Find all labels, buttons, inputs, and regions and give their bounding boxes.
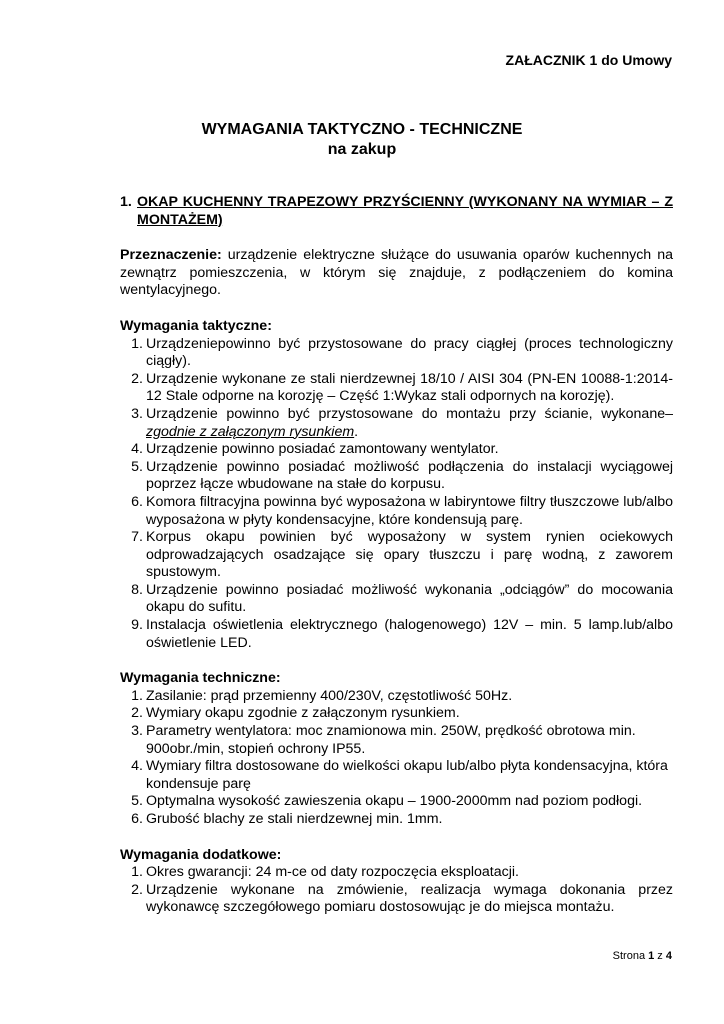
list-item	[120, 882, 673, 917]
list-item-main: Parametry wentylatora: moc znamionowa min. 250W, prędkość obrotowa min. 900obr./min, stopień ochrony IP55.	[146, 723, 636, 757]
list-item-main: Grubość blachy ze stali nierdzewnej min. 1mm.	[146, 811, 443, 827]
list-item-text	[146, 811, 673, 829]
list-item-main: Zasilanie: prąd przemienny 400/230V, częstotliwość 50Hz.	[146, 687, 513, 704]
section-1	[120, 194, 673, 917]
document-title	[0, 120, 724, 160]
purpose-paragraph	[120, 247, 673, 300]
list-item-main: Wymiary filtra dostosowane do wielkości okapu lub/albo płyta kondensacyjna, która kondensuje parę	[146, 758, 668, 792]
list-item	[120, 864, 673, 882]
list-item	[120, 371, 673, 406]
list-item-text	[146, 723, 673, 758]
list-item-text	[146, 864, 673, 882]
list-item-text	[146, 882, 673, 917]
page-total: 4	[665, 950, 672, 962]
list-item-number: 5.	[131, 458, 143, 475]
purpose-label: Przeznaczenie:	[120, 247, 222, 264]
list-item-number: 4.	[131, 758, 143, 775]
list-item	[120, 758, 673, 793]
list-item-text	[146, 617, 673, 652]
annex-label: ZAŁACZNIK 1 do Umowy	[505, 52, 672, 68]
list-item-number: 6.	[131, 811, 143, 827]
list-item	[120, 406, 673, 441]
list-item-number: 9.	[131, 617, 143, 634]
list-item-main: Urządzenie wykonane na zmówienie, realizacja wymaga dokonania przez wykonawcę szczegółowego pomiaru dostosowując je do miejsca montażu.	[146, 881, 673, 916]
section-number: 1.	[120, 194, 132, 210]
list-item	[120, 705, 673, 723]
list-item-text	[146, 705, 673, 723]
list-item-main: Okres gwarancji: 24 m-ce od daty rozpoczęcia eksploatacji.	[146, 864, 519, 881]
list-item-number: 1.	[131, 864, 143, 881]
tactical-list	[120, 336, 673, 653]
list-item-tail: .	[354, 423, 359, 440]
list-item-number: 7.	[131, 529, 143, 546]
title-line-2: na zakup	[327, 141, 397, 158]
list-item	[120, 723, 673, 758]
list-item	[120, 336, 673, 371]
purpose-text: urządzenie elektryczne służące do usuwania oparów kuchennych na zewnątrz pomieszczenia, w którym się znajduje, z podłączeniem do komina wentylacyjnego.	[120, 247, 673, 299]
list-item-main: Urządzenie wykonane ze stali nierdzewnej 18/10 / AISI 304 (PN-EN 10088-1:2014-12 Stale odporne na korozję – Część 1:Wykaz stali odpornych na korozję).	[146, 370, 673, 405]
list-item-main: Wymiary okapu zgodnie z załączonym rysunkiem.	[146, 705, 460, 722]
list-item-text	[146, 459, 673, 494]
list-item-main: Urządzeniepowinno być przystosowane do pracy ciągłej (proces technologiczny ciągły).	[146, 335, 673, 370]
list-item-number: 2.	[131, 370, 143, 387]
list-item-text	[146, 336, 673, 371]
list-item	[120, 793, 673, 811]
list-item	[120, 459, 673, 494]
list-item-text	[146, 582, 673, 617]
list-item-text	[146, 441, 673, 459]
list-item	[120, 529, 673, 582]
list-item-text	[146, 371, 673, 406]
additional-title: Wymagania dodatkowe:	[120, 846, 282, 863]
page-current: 1	[648, 950, 655, 962]
list-item-number: 1.	[131, 335, 143, 352]
list-item	[120, 441, 673, 459]
list-item-main: Urządzenie powinno posiadać zamontowany wentylator.	[146, 441, 499, 458]
list-item-number: 8.	[131, 581, 143, 598]
technical-list	[120, 688, 673, 829]
list-item-number: 5.	[131, 793, 143, 810]
list-item-text	[146, 758, 673, 793]
list-item-text	[146, 494, 673, 529]
page-number	[613, 950, 672, 962]
list-item	[120, 582, 673, 617]
list-item	[120, 688, 673, 706]
title-line-1: WYMAGANIA TAKTYCZNO - TECHNICZNE	[201, 121, 523, 138]
section-heading-text: OKAP KUCHENNY TRAPEZOWY PRZYŚCIENNY (WYKONANY NA WYMIAR – Z MONTAŻEM)	[137, 194, 673, 228]
list-item-text	[146, 793, 673, 811]
technical-title: Wymagania techniczne:	[120, 670, 281, 687]
list-item-number: 6.	[131, 493, 143, 510]
list-item-main: Komora filtracyjna powinna być wyposażona w labiryntowe filtry tłuszczowe lub/albo wyposażona w płyty kondensacyjne, które kondensują parę.	[146, 493, 673, 528]
section-heading	[120, 194, 673, 229]
list-item-main: Urządzenie powinno posiadać możliwość wykonania „odciągów” do mocowania okapu do sufitu.	[146, 581, 673, 616]
list-item-number: 2.	[131, 881, 143, 898]
list-item-number: 2.	[131, 705, 143, 722]
list-item-number: 1.	[131, 687, 143, 704]
list-item-number: 3.	[131, 405, 143, 422]
list-item-main: Instalacja oświetlenia elektrycznego (halogenowego) 12V – min. 5 lamp.lub/albo oświetlenie LED.	[146, 617, 673, 651]
list-item-main: Korpus okapu powinien być wyposażony w system rynien ociekowych odprowadzających osadzające się opary tłuszczu i parę wodną, z zaworem spustowym.	[146, 529, 673, 581]
list-item-number: 4.	[131, 441, 143, 458]
tactical-title: Wymagania taktyczne:	[120, 317, 272, 334]
list-item-emphasis: zgodnie z załączonym rysunkiem	[146, 423, 355, 440]
page-sep: z	[654, 950, 666, 962]
list-item	[120, 811, 673, 829]
list-item-text	[146, 529, 673, 582]
list-item-main: Urządzenie powinno posiadać możliwość podłączenia do instalacji wyciągowej poprzez łącze wbudowane na stałe do korpusu.	[146, 458, 673, 493]
list-item-text	[146, 688, 673, 706]
list-item-text	[146, 406, 673, 441]
page-label: Strona	[612, 950, 649, 962]
list-item	[120, 494, 673, 529]
list-item	[120, 617, 673, 652]
additional-list	[120, 864, 673, 917]
list-item-main: Urządzenie powinno być przystosowane do montażu przy ścianie, wykonane–	[146, 405, 673, 422]
list-item-number: 3.	[131, 723, 143, 740]
list-item-main: Optymalna wysokość zawieszenia okapu – 1900-2000mm nad poziom podłogi.	[146, 793, 643, 810]
